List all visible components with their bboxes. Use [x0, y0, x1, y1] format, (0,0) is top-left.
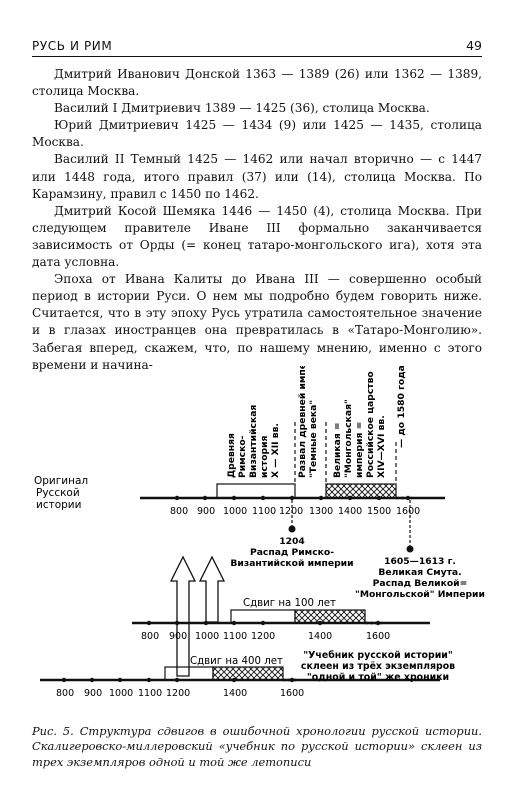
shift-400-label: Сдвиг на 400 лет [190, 656, 283, 667]
svg-text:900: 900 [84, 688, 103, 699]
vlabel-mongol-empire [332, 371, 387, 478]
arrow-shift-100 [200, 557, 224, 622]
line1-tick-1600: 1600 [396, 506, 421, 517]
mongol-period-box-1 [326, 484, 396, 498]
svg-text:1400: 1400 [308, 631, 333, 642]
paragraph-yury: Юрий Дмитриевич 1425 — 1434 (9) или 1425 — 1435, столица Москва. [32, 118, 482, 150]
svg-text:X — XII вв.: X — XII вв. [270, 423, 281, 478]
line3-tick-labels [56, 688, 304, 699]
original-label-2: Русской [36, 487, 80, 499]
paragraph-vasily-2: Василий II Темный 1425 — 1462 или начал вторично — с 1447 или 1448 года, итого правил (37) или (14), столица Москва. По Карамзину, правил с 1450 по 1462. [32, 152, 482, 201]
line1-tick-1400: 1400 [338, 506, 363, 517]
svg-text:1200: 1200 [166, 688, 191, 699]
body-text [32, 66, 482, 374]
svg-text:1000: 1000 [109, 688, 134, 699]
svg-text:900: 900 [169, 631, 188, 642]
svg-text:Российское царство: Российское царство [365, 371, 376, 478]
svg-text:1100: 1100 [223, 631, 248, 642]
event-1605-dot [407, 546, 414, 553]
svg-text:Византийская: Византийская [248, 404, 259, 478]
svg-text:склеен из трёх экземпляров: склеен из трёх экземпляров [300, 661, 456, 672]
paragraph-vasily-1: Василий I Дмитриевич 1389 — 1425 (36), столица Москва. [54, 101, 430, 116]
line1-tick-1000: 1000 [223, 506, 248, 517]
svg-text:1200: 1200 [251, 631, 276, 642]
svg-text:Великая Смута.: Великая Смута. [378, 567, 462, 578]
svg-text:Распад Римско-: Распад Римско- [249, 547, 335, 558]
event-1204-label [230, 536, 353, 569]
line1-tick-1200: 1200 [279, 506, 304, 517]
line1-tick-1300: 1300 [309, 506, 334, 517]
chronology-diagram [20, 366, 490, 718]
vlabel-1580: — до 1580 года [396, 366, 407, 448]
figure-caption: Рис. 5. Структура сдвигов в ошибочной хронологии русской истории. Скалигеровско-миллеровский «учебник по русской истории» склеен из трех экземпляров одной и той же летописи [32, 724, 482, 769]
svg-text:империя =: империя = [354, 421, 365, 478]
svg-text:1600: 1600 [366, 631, 391, 642]
svg-text:1100: 1100 [138, 688, 163, 699]
event-1204-dot [289, 526, 296, 533]
textbook-note [301, 650, 455, 683]
paragraph-donskoy: Дмитрий Иванович Донской 1363 — 1389 (26) или 1362 — 1389, столица Москва. [32, 67, 482, 99]
line1-tick-labels [170, 506, 420, 517]
line2-tick-labels [141, 631, 390, 642]
svg-text:800: 800 [141, 631, 160, 642]
svg-text:1400: 1400 [223, 688, 248, 699]
original-label-1: Оригинал [34, 475, 89, 487]
shift100-mongol-box [295, 610, 365, 623]
paragraph-shemyaka: Дмитрий Косой Шемяка 1446 — 1450 (4), столица Москва. При следующем правителе Иване III формально заканчивается зависимость от Орды (= конец татаро-монгольского ига), хотя эта дата условна. [32, 203, 482, 270]
page-number: 49 [466, 38, 482, 53]
svg-text:Распад Великой=: Распад Великой= [372, 578, 468, 589]
svg-text:Византийской империи: Византийской империи [230, 558, 354, 569]
svg-text:1204: 1204 [279, 536, 305, 547]
running-header [32, 34, 482, 57]
chronology-shift-figure [20, 366, 490, 722]
ancient-period-box [217, 484, 295, 498]
svg-text:1000: 1000 [195, 631, 220, 642]
paragraph-epoch: Эпоха от Ивана Калиты до Ивана III — совершенно особый период в истории Руси. О нем мы подробно будем говорить ниже. Считается, что в эту эпоху Русь утратила самостоятельное значение и в глазах иностранцев она превратилась в «Татаро-Монголию». Забегая вперед, скажем, что, по нашему мнению, именно с этого времени и начина- [32, 272, 482, 372]
svg-text:Великая =: Великая = [332, 422, 343, 478]
svg-text:1600: 1600 [280, 688, 305, 699]
svg-text:"Темные века": "Темные века" [308, 399, 319, 478]
vlabel-dark-ages [297, 366, 319, 478]
line1-tick-1500: 1500 [367, 506, 392, 517]
original-label-3: истории [36, 499, 82, 511]
svg-text:"одной и той" же хроники: "одной и той" же хроники [306, 672, 450, 683]
svg-text:1605—1613 г.: 1605—1613 г. [384, 556, 456, 567]
svg-text:"Учебник русской истории": "Учебник русской истории" [303, 650, 453, 661]
svg-text:Развал древней империи.: Развал древней империи. [297, 366, 308, 478]
event-1605-label [355, 556, 485, 600]
svg-text:"Монгольская": "Монгольская" [343, 399, 354, 478]
line1-tick-800: 800 [170, 506, 189, 517]
svg-text:Древняя: Древняя [226, 433, 237, 478]
svg-text:история: история [259, 435, 270, 478]
shift-100-label: Сдвиг на 100 лет [243, 598, 336, 609]
svg-text:XIV—XVI вв.: XIV—XVI вв. [376, 415, 387, 478]
svg-text:800: 800 [56, 688, 75, 699]
svg-text:"Монгольской" Империи: "Монгольской" Империи [355, 589, 485, 600]
shift400-mongol-box [213, 667, 283, 680]
chapter-title: РУСЬ И РИМ [32, 39, 113, 53]
line1-tick-900: 900 [197, 506, 216, 517]
vlabel-ancient [226, 405, 281, 478]
line1-tick-1100: 1100 [252, 506, 277, 517]
svg-text:Римско-: Римско- [237, 435, 248, 478]
